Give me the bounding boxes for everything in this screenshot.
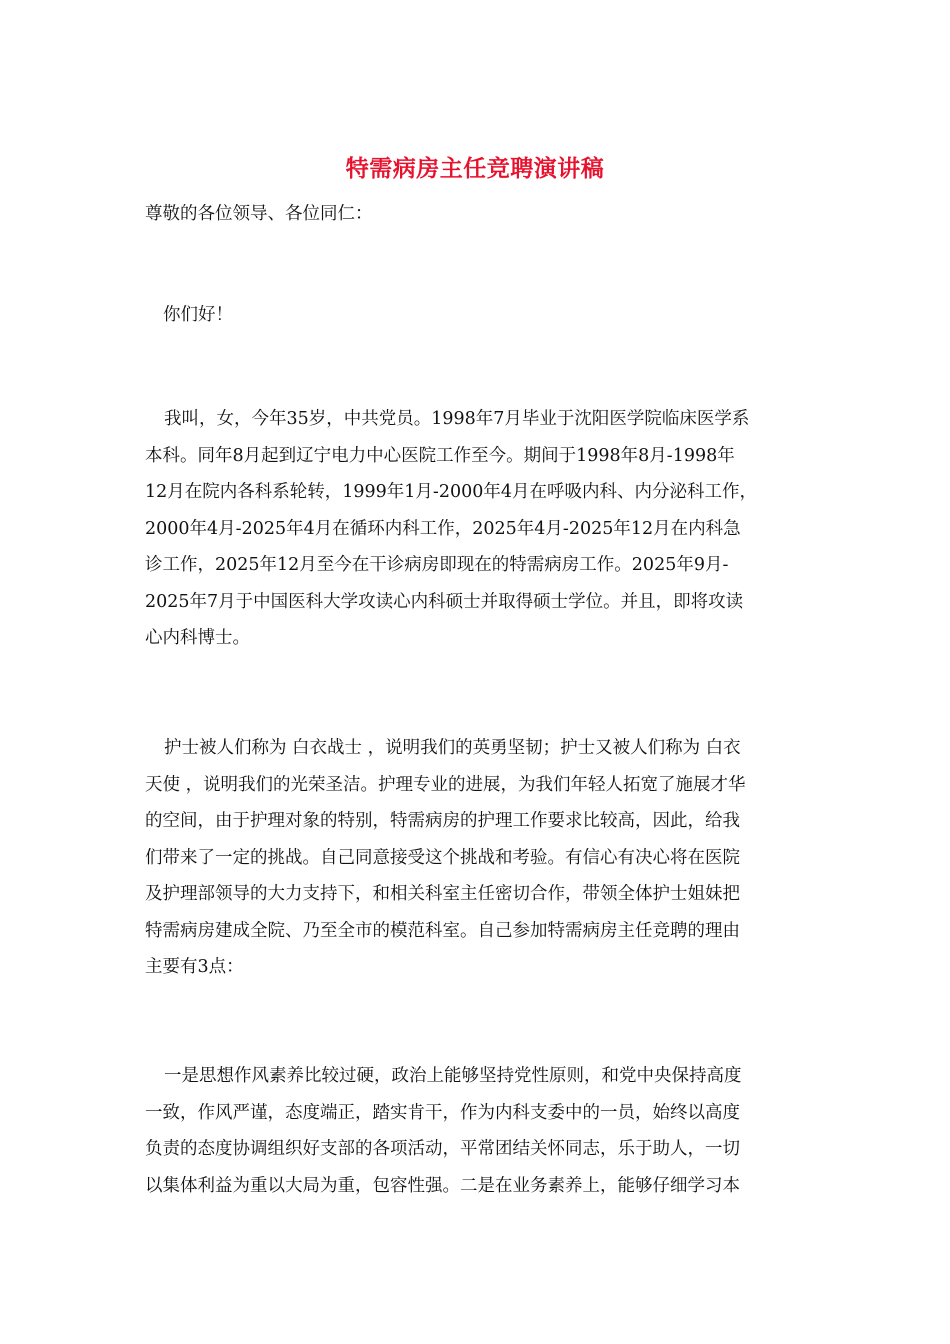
paragraph-line: 负责的态度协调组织好支部的各项活动，平常团结关怀同志，乐于助人，一切 — [145, 1139, 740, 1159]
greeting: 你们好！ — [163, 305, 233, 325]
paragraph-line: 以集体利益为重以大局为重，包容性强。二是在业务素养上，能够仔细学习本 — [145, 1175, 740, 1196]
paragraph-line: 诊工作，2025年12月至今在干诊病房即现在的特需病房工作。2025年9月- — [145, 555, 729, 575]
paragraph-line: 我叫，女，今年35岁，中共党员。1998年7月毕业于沈阳医学院临床医学系 — [164, 409, 750, 429]
paragraph-line: 们带来了一定的挑战。自己同意接受这个挑战和考验。有信心有决心将在医院 — [145, 847, 740, 868]
paragraph-line: 主要有3点： — [145, 957, 244, 977]
paragraph-line: 护士被人们称为 白衣战士 ，说明我们的英勇坚韧；护士又被人们称为 白衣 — [164, 738, 741, 758]
paragraph-line: 12月在院内各科系轮转，1999年1月-2000年4月在呼吸内科、内分泌科工作， — [145, 482, 758, 502]
paragraph-line: 的空间，由于护理对象的特别，特需病房的护理工作要求比较高，因此，给我 — [145, 811, 740, 831]
paragraph-1 — [145, 401, 810, 657]
paragraph-line: 2000年4月-2025年4月在循环内科工作，2025年4月-2025年12月在内科急 — [145, 518, 741, 539]
paragraph-2 — [145, 730, 810, 986]
paragraph-line: 本科。同年8月起到辽宁电力中心医院工作至今。期间于1998年8月-1998年 — [145, 445, 735, 466]
paragraph-line: 及护理部领导的大力支持下，和相关科室主任密切合作，带领全体护士姐妹把 — [145, 884, 740, 904]
paragraph-3 — [145, 1058, 810, 1204]
paragraph-line: 心内科博士。 — [145, 628, 250, 648]
paragraph-line: 2025年7月于中国医科大学攻读心内科硕士并取得硕士学位。并且，即将攻读 — [145, 591, 744, 612]
paragraph-line: 一是思想作风素养比较过硬，政治上能够坚持党性原则，和党中央保持高度 — [164, 1066, 742, 1086]
document-title: 特需病房主任竞聘演讲稿 — [345, 155, 605, 182]
paragraph-line: 特需病房建成全院、乃至全市的模范科室。自己参加特需病房主任竞聘的理由 — [145, 920, 740, 941]
salutation: 尊敬的各位领导、各位同仁： — [145, 204, 373, 224]
paragraph-line: 一致，作风严谨，态度端正，踏实肯干，作为内科支委中的一员，始终以高度 — [145, 1102, 740, 1123]
paragraph-line: 天使 ，说明我们的光荣圣洁。护理专业的进展，为我们年轻人拓宽了施展才华 — [145, 774, 746, 795]
